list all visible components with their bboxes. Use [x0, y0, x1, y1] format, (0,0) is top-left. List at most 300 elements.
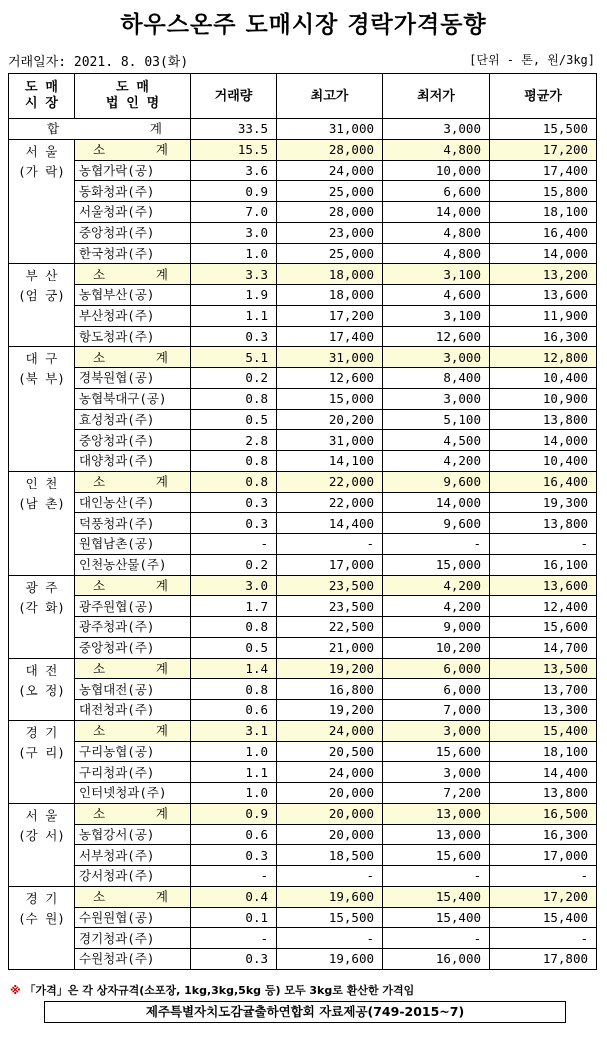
- subtotal-min: 9,600: [383, 471, 490, 492]
- cell-avg: 13,800: [490, 783, 597, 804]
- total-max: 31,000: [277, 119, 383, 140]
- corp-name: 원협남촌(공): [75, 534, 191, 555]
- cell-max: 28,000: [277, 202, 383, 223]
- market-area: (오 정): [18, 682, 65, 698]
- cell-volume: 0.6: [191, 824, 277, 845]
- market-cell: [9, 575, 75, 658]
- table-row: [9, 534, 597, 555]
- subtotal-avg: 15,400: [490, 720, 597, 741]
- corp-name: 인터넷청과(주): [75, 783, 191, 804]
- corp-name: 구리농협(공): [75, 741, 191, 762]
- market-cell: [9, 471, 75, 575]
- cell-volume: 1.7: [191, 596, 277, 617]
- corp-name: 중앙청과(주): [75, 430, 191, 451]
- table-row: [9, 596, 597, 617]
- corp-name: 동화청과(주): [75, 181, 191, 202]
- corp-name: 수원청과(주): [75, 949, 191, 970]
- subtotal-max: 20,000: [277, 803, 383, 824]
- cell-min: 9,600: [383, 513, 490, 534]
- subtotal-label-left: 소: [93, 660, 106, 676]
- cell-min: 6,000: [383, 679, 490, 700]
- cell-max: 23,000: [277, 222, 383, 243]
- subtotal-label: [75, 658, 191, 679]
- subtotal-max: 31,000: [277, 347, 383, 368]
- subtotal-label-right: 계: [155, 660, 168, 676]
- cell-min: 16,000: [383, 949, 490, 970]
- subtotal-avg: 12,800: [490, 347, 597, 368]
- cell-volume: 0.2: [191, 368, 277, 389]
- corp-name: 경기청과(주): [75, 928, 191, 949]
- table-row: [9, 554, 597, 575]
- footnote: [10, 982, 414, 998]
- cell-volume: 0.3: [191, 513, 277, 534]
- cell-max: 20,500: [277, 741, 383, 762]
- table-row: [9, 617, 597, 638]
- market-cell: [9, 720, 75, 803]
- cell-volume: 0.3: [191, 326, 277, 347]
- cell-max: 25,000: [277, 181, 383, 202]
- cell-volume: 0.8: [191, 451, 277, 472]
- table-row: [9, 305, 597, 326]
- cell-volume: 1.0: [191, 243, 277, 264]
- subtotal-min: 6,000: [383, 658, 490, 679]
- table-row: [9, 637, 597, 658]
- cell-avg: 13,700: [490, 679, 597, 700]
- cell-max: -: [277, 928, 383, 949]
- cell-min: 4,800: [383, 222, 490, 243]
- cell-min: 4,200: [383, 451, 490, 472]
- cell-volume: 0.2: [191, 554, 277, 575]
- subtotal-volume: 3.0: [191, 575, 277, 596]
- cell-avg: 17,800: [490, 949, 597, 970]
- cell-avg: 14,000: [490, 243, 597, 264]
- table-row: [9, 762, 597, 783]
- market-area: (엄 궁): [18, 288, 65, 304]
- cell-min: 12,600: [383, 326, 490, 347]
- subtotal-label-left: 소: [93, 142, 106, 158]
- cell-avg: 12,400: [490, 596, 597, 617]
- subtotal-min: 4,800: [383, 139, 490, 160]
- subtotal-label-left: 소: [93, 474, 106, 490]
- cell-avg: 16,100: [490, 554, 597, 575]
- cell-min: 6,600: [383, 181, 490, 202]
- cell-volume: 0.8: [191, 679, 277, 700]
- subtotal-row: [9, 803, 597, 824]
- subtotal-min: 3,100: [383, 264, 490, 285]
- cell-max: 19,200: [277, 700, 383, 721]
- table-row: [9, 222, 597, 243]
- corp-name: 농협가락(공): [75, 160, 191, 181]
- cell-max: 14,100: [277, 451, 383, 472]
- subtotal-label: [75, 720, 191, 741]
- market-name: 광 주: [25, 579, 58, 595]
- cell-max: 21,000: [277, 637, 383, 658]
- header-corp-line2: 법 인 명: [105, 96, 160, 111]
- cell-max: 20,000: [277, 783, 383, 804]
- cell-min: 4,500: [383, 430, 490, 451]
- header-max: 최고가: [277, 74, 383, 119]
- header-corp: [75, 74, 191, 119]
- subtotal-label: [75, 886, 191, 907]
- cell-avg: 13,300: [490, 700, 597, 721]
- cell-avg: 10,900: [490, 388, 597, 409]
- market-area: (구 리): [18, 744, 65, 760]
- table-row: [9, 824, 597, 845]
- cell-max: 16,800: [277, 679, 383, 700]
- market-name: 서 울: [25, 807, 58, 823]
- table-row: [9, 679, 597, 700]
- subtotal-avg: 16,500: [490, 803, 597, 824]
- market-name: 대 구: [25, 351, 58, 367]
- total-min: 3,000: [383, 119, 490, 140]
- subtotal-volume: 15.5: [191, 139, 277, 160]
- corp-name: 인천농산물(주): [75, 554, 191, 575]
- corp-name: 항도청과(주): [75, 326, 191, 347]
- subtotal-row: [9, 264, 597, 285]
- corp-name: 광주원협(공): [75, 596, 191, 617]
- cell-avg: 17,400: [490, 160, 597, 181]
- cell-volume: 1.1: [191, 305, 277, 326]
- corp-name: 경북원협(공): [75, 368, 191, 389]
- subtotal-volume: 3.1: [191, 720, 277, 741]
- cell-avg: 14,700: [490, 637, 597, 658]
- corp-name: 중앙청과(주): [75, 637, 191, 658]
- subtotal-label: [75, 575, 191, 596]
- market-cell: [9, 658, 75, 720]
- cell-max: 20,000: [277, 824, 383, 845]
- cell-min: 10,200: [383, 637, 490, 658]
- corp-name: 농협대전(공): [75, 679, 191, 700]
- footnote-text: 「가격」은 각 상자규격(소포장, 1kg,3kg,5kg 등) 모두 3kg로 환산한 가격임: [24, 984, 415, 997]
- corp-name: 부산청과(주): [75, 305, 191, 326]
- table-row: [9, 243, 597, 264]
- subtotal-max: 24,000: [277, 720, 383, 741]
- cell-volume: 1.0: [191, 741, 277, 762]
- market-name: 경 기: [25, 890, 58, 906]
- cell-volume: 0.1: [191, 907, 277, 928]
- table-row: [9, 326, 597, 347]
- subtotal-min: 3,000: [383, 347, 490, 368]
- cell-volume: 3.6: [191, 160, 277, 181]
- subtotal-label-right: 계: [155, 474, 168, 490]
- cell-max: 22,000: [277, 492, 383, 513]
- trade-date: 거래일자: 2021. 8. 03(화): [8, 55, 189, 70]
- corp-name: 수원원협(공): [75, 907, 191, 928]
- table-row: [9, 409, 597, 430]
- subtotal-avg: 16,400: [490, 471, 597, 492]
- cell-max: 17,000: [277, 554, 383, 575]
- cell-min: 7,000: [383, 700, 490, 721]
- cell-volume: -: [191, 928, 277, 949]
- cell-min: 15,600: [383, 845, 490, 866]
- table-row: [9, 451, 597, 472]
- cell-avg: 13,800: [490, 409, 597, 430]
- header-market-line1: 도 매: [25, 80, 58, 95]
- cell-max: 12,600: [277, 368, 383, 389]
- cell-volume: 0.6: [191, 700, 277, 721]
- table-row: [9, 202, 597, 223]
- market-cell: [9, 886, 75, 969]
- header-corp-line1: 도 매: [116, 80, 149, 95]
- table-row: [9, 907, 597, 928]
- header-volume: 거래량: [191, 74, 277, 119]
- table-row: [9, 866, 597, 887]
- cell-max: 18,000: [277, 285, 383, 306]
- table-row: [9, 513, 597, 534]
- table-row: [9, 949, 597, 970]
- corp-name: 덕풍청과(주): [75, 513, 191, 534]
- cell-volume: -: [191, 866, 277, 887]
- market-area: (가 락): [18, 163, 65, 179]
- subtotal-volume: 5.1: [191, 347, 277, 368]
- market-area: (각 화): [18, 599, 65, 615]
- corp-name: 농협강서(공): [75, 824, 191, 845]
- table-row: [9, 492, 597, 513]
- cell-max: 14,400: [277, 513, 383, 534]
- table-row: [9, 181, 597, 202]
- cell-max: 18,500: [277, 845, 383, 866]
- cell-max: 23,500: [277, 596, 383, 617]
- cell-avg: 10,400: [490, 451, 597, 472]
- cell-min: 15,000: [383, 554, 490, 575]
- subtotal-avg: 13,600: [490, 575, 597, 596]
- corp-name: 구리청과(주): [75, 762, 191, 783]
- cell-max: 19,600: [277, 949, 383, 970]
- header-avg: 평균가: [490, 74, 597, 119]
- cell-avg: 15,800: [490, 181, 597, 202]
- market-name: 경 기: [25, 724, 58, 740]
- cell-volume: 0.3: [191, 845, 277, 866]
- corp-name: 대인농산(주): [75, 492, 191, 513]
- corp-name: 강서청과(주): [75, 866, 191, 887]
- cell-volume: 2.8: [191, 430, 277, 451]
- footnote-mark: ※: [10, 984, 21, 997]
- subtotal-label-left: 소: [93, 266, 106, 282]
- cell-max: 25,000: [277, 243, 383, 264]
- cell-avg: 14,000: [490, 430, 597, 451]
- total-row: [9, 119, 597, 140]
- subtotal-volume: 1.4: [191, 658, 277, 679]
- cell-min: -: [383, 866, 490, 887]
- cell-max: 17,400: [277, 326, 383, 347]
- cell-avg: 18,100: [490, 741, 597, 762]
- corp-name: 대양청과(주): [75, 451, 191, 472]
- subtotal-label: [75, 347, 191, 368]
- cell-min: 3,000: [383, 388, 490, 409]
- cell-volume: 0.3: [191, 949, 277, 970]
- cell-min: 10,000: [383, 160, 490, 181]
- cell-avg: -: [490, 866, 597, 887]
- subtotal-avg: 17,200: [490, 886, 597, 907]
- header-market-line2: 시 장: [25, 96, 58, 111]
- corp-name: 농협북대구(공): [75, 388, 191, 409]
- cell-max: 15,500: [277, 907, 383, 928]
- subtotal-label-right: 계: [155, 349, 168, 365]
- subtotal-label-right: 계: [155, 577, 168, 593]
- table-row: [9, 845, 597, 866]
- cell-volume: 1.9: [191, 285, 277, 306]
- corp-name: 중앙청과(주): [75, 222, 191, 243]
- market-cell: [9, 264, 75, 347]
- corp-name: 한국청과(주): [75, 243, 191, 264]
- market-area: (강 서): [18, 827, 65, 843]
- market-name: 서 울: [25, 143, 58, 159]
- subtotal-row: [9, 575, 597, 596]
- cell-max: 17,200: [277, 305, 383, 326]
- subtotal-avg: 13,500: [490, 658, 597, 679]
- cell-avg: 11,900: [490, 305, 597, 326]
- table-row: [9, 928, 597, 949]
- cell-min: 4,200: [383, 596, 490, 617]
- subtotal-volume: 0.8: [191, 471, 277, 492]
- cell-volume: 7.0: [191, 202, 277, 223]
- cell-avg: 13,600: [490, 285, 597, 306]
- cell-max: 20,200: [277, 409, 383, 430]
- subtotal-volume: 3.3: [191, 264, 277, 285]
- table-row: [9, 700, 597, 721]
- subtotal-max: 19,200: [277, 658, 383, 679]
- total-label: [9, 119, 191, 140]
- cell-max: 22,500: [277, 617, 383, 638]
- table-row: [9, 388, 597, 409]
- cell-volume: 0.8: [191, 617, 277, 638]
- cell-min: -: [383, 928, 490, 949]
- table-row: [9, 368, 597, 389]
- subtotal-row: [9, 886, 597, 907]
- corp-name: 대전청과(주): [75, 700, 191, 721]
- subtotal-max: 23,500: [277, 575, 383, 596]
- cell-volume: 0.8: [191, 388, 277, 409]
- subtotal-label-left: 소: [93, 889, 106, 905]
- cell-avg: -: [490, 534, 597, 555]
- table-row: [9, 741, 597, 762]
- subtotal-min: 13,000: [383, 803, 490, 824]
- corp-name: 광주청과(주): [75, 617, 191, 638]
- market-name: 부 산: [25, 268, 58, 284]
- subtotal-label-left: 소: [93, 577, 106, 593]
- subtotal-max: 19,600: [277, 886, 383, 907]
- cell-min: 4,600: [383, 285, 490, 306]
- subtotal-label: [75, 471, 191, 492]
- subtotal-label: [75, 803, 191, 824]
- cell-volume: 1.1: [191, 762, 277, 783]
- subtotal-max: 28,000: [277, 139, 383, 160]
- total-avg: 15,500: [490, 119, 597, 140]
- corp-name: 서부청과(주): [75, 845, 191, 866]
- cell-avg: 16,300: [490, 824, 597, 845]
- subtotal-label-right: 계: [155, 142, 168, 158]
- subtotal-row: [9, 720, 597, 741]
- cell-max: -: [277, 534, 383, 555]
- cell-min: 3,100: [383, 305, 490, 326]
- subtotal-volume: 0.9: [191, 803, 277, 824]
- table-row: [9, 783, 597, 804]
- subtotal-max: 22,000: [277, 471, 383, 492]
- cell-min: 3,000: [383, 762, 490, 783]
- cell-avg: 17,000: [490, 845, 597, 866]
- total-label-right: 계: [149, 121, 162, 137]
- total-label-left: 합: [47, 121, 60, 137]
- subtotal-min: 3,000: [383, 720, 490, 741]
- subtotal-avg: 13,200: [490, 264, 597, 285]
- cell-avg: 14,400: [490, 762, 597, 783]
- cell-avg: 16,400: [490, 222, 597, 243]
- subtotal-label-left: 소: [93, 349, 106, 365]
- subtotal-row: [9, 139, 597, 160]
- subtotal-label: [75, 139, 191, 160]
- cell-min: 5,100: [383, 409, 490, 430]
- cell-min: -: [383, 534, 490, 555]
- market-name: 대 전: [25, 662, 58, 678]
- cell-min: 13,000: [383, 824, 490, 845]
- cell-avg: -: [490, 928, 597, 949]
- cell-avg: 18,100: [490, 202, 597, 223]
- subtotal-row: [9, 347, 597, 368]
- subtotal-row: [9, 471, 597, 492]
- cell-min: 9,000: [383, 617, 490, 638]
- subtotal-label-right: 계: [155, 723, 168, 739]
- cell-avg: 19,300: [490, 492, 597, 513]
- table-row: [9, 285, 597, 306]
- cell-avg: 15,400: [490, 907, 597, 928]
- cell-volume: 0.5: [191, 637, 277, 658]
- cell-min: 14,000: [383, 202, 490, 223]
- market-cell: [9, 139, 75, 264]
- corp-name: 농협부산(공): [75, 285, 191, 306]
- subtotal-label-right: 계: [155, 806, 168, 822]
- market-name: 인 천: [25, 475, 58, 491]
- subtotal-label-left: 소: [93, 723, 106, 739]
- cell-volume: 3.0: [191, 222, 277, 243]
- market-area: (수 원): [18, 910, 65, 926]
- subtotal-min: 15,400: [383, 886, 490, 907]
- cell-avg: 10,400: [490, 368, 597, 389]
- market-area: (북 부): [18, 371, 65, 387]
- cell-max: -: [277, 866, 383, 887]
- subtotal-label-left: 소: [93, 806, 106, 822]
- cell-volume: 1.0: [191, 783, 277, 804]
- subtotal-label: [75, 264, 191, 285]
- table-row: [9, 160, 597, 181]
- price-table: [8, 73, 597, 970]
- cell-min: 15,600: [383, 741, 490, 762]
- total-volume: 33.5: [191, 119, 277, 140]
- page-title: 하우스온주 도매시장 경락가격동향: [120, 12, 487, 38]
- subtotal-max: 18,000: [277, 264, 383, 285]
- cell-avg: 15,600: [490, 617, 597, 638]
- subtotal-label-right: 계: [155, 266, 168, 282]
- header-min: 최저가: [383, 74, 490, 119]
- cell-avg: 13,800: [490, 513, 597, 534]
- cell-min: 7,200: [383, 783, 490, 804]
- cell-min: 15,400: [383, 907, 490, 928]
- cell-max: 31,000: [277, 430, 383, 451]
- cell-avg: 16,300: [490, 326, 597, 347]
- cell-volume: 0.5: [191, 409, 277, 430]
- subtotal-label-right: 계: [155, 889, 168, 905]
- cell-min: 8,400: [383, 368, 490, 389]
- market-area: (남 촌): [18, 495, 65, 511]
- cell-min: 4,800: [383, 243, 490, 264]
- cell-max: 24,000: [277, 762, 383, 783]
- cell-min: 14,000: [383, 492, 490, 513]
- subtotal-row: [9, 658, 597, 679]
- table-row: [9, 430, 597, 451]
- cell-volume: 0.3: [191, 492, 277, 513]
- header-row: [9, 74, 597, 119]
- header-market: [9, 74, 75, 119]
- subtotal-avg: 17,200: [490, 139, 597, 160]
